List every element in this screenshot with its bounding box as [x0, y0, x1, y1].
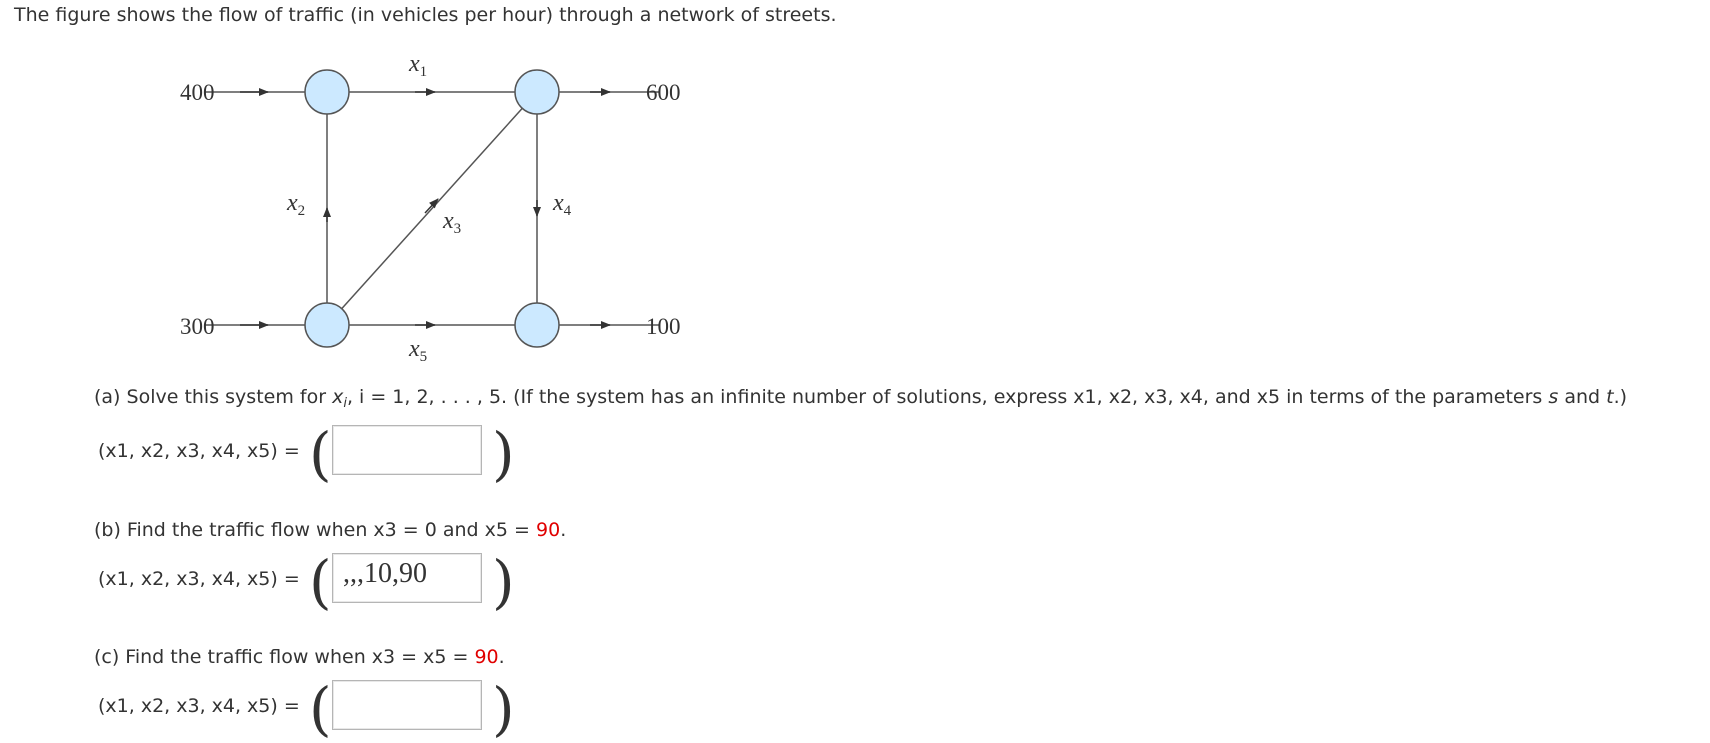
part-b-open-paren: (	[309, 548, 332, 616]
part-a-close-paren: )	[492, 420, 515, 488]
part-c-question: (c) Find the traffic flow when x3 = x5 = 90.	[94, 646, 505, 668]
inflow-400-label: 400	[180, 80, 215, 105]
label-x4: $x_4$	[553, 190, 572, 219]
intersection-bottom-right	[515, 303, 559, 347]
inflow-300-label: 300	[180, 314, 215, 339]
part-c-close-paren: )	[492, 675, 515, 743]
part-c-open-paren: (	[309, 675, 332, 743]
problem-intro: The figure shows the flow of traffic (in vehicles per hour) through a network of streets.	[14, 4, 837, 26]
part-b-x5-value: 90	[536, 519, 561, 541]
part-a-tuple-label: (x1, x2, x3, x4, x5) =	[98, 440, 300, 462]
part-b-answer-input[interactable]: ,,,10,90	[332, 553, 482, 603]
outflow-100-label: 100	[646, 314, 681, 339]
label-x5: $x_5$	[409, 336, 428, 365]
part-c-answer-input[interactable]	[332, 680, 482, 730]
intersection-top-right	[515, 70, 559, 114]
part-a-open-paren: (	[309, 420, 332, 488]
outflow-600-label: 600	[646, 80, 681, 105]
label-x2: $x_2$	[287, 190, 306, 219]
traffic-network-diagram	[0, 0, 760, 365]
arrow-x3	[425, 199, 438, 213]
intersection-top-left	[305, 70, 349, 114]
part-a-answer-input[interactable]	[332, 425, 482, 475]
label-x1: $x_1$	[409, 51, 428, 80]
street-diagonal	[327, 92, 537, 325]
part-b-tuple-label: (x1, x2, x3, x4, x5) =	[98, 568, 300, 590]
intersection-bottom-left	[305, 303, 349, 347]
part-b-close-paren: )	[492, 548, 515, 616]
part-a-question: (a) Solve this system for $x_i$, i = 1, 2, . . . , 5. (If the system has an infinite number of solutions, express x1, x2, x3, x4, and x5 in terms of the parameters s and t.)	[94, 386, 1628, 411]
label-x3: $x_3$	[443, 208, 462, 237]
part-b-question: (b) Find the traffic flow when x3 = 0 and x5 = 90.	[94, 519, 567, 541]
part-c-tuple-label: (x1, x2, x3, x4, x5) =	[98, 695, 300, 717]
part-c-value: 90	[474, 646, 499, 668]
